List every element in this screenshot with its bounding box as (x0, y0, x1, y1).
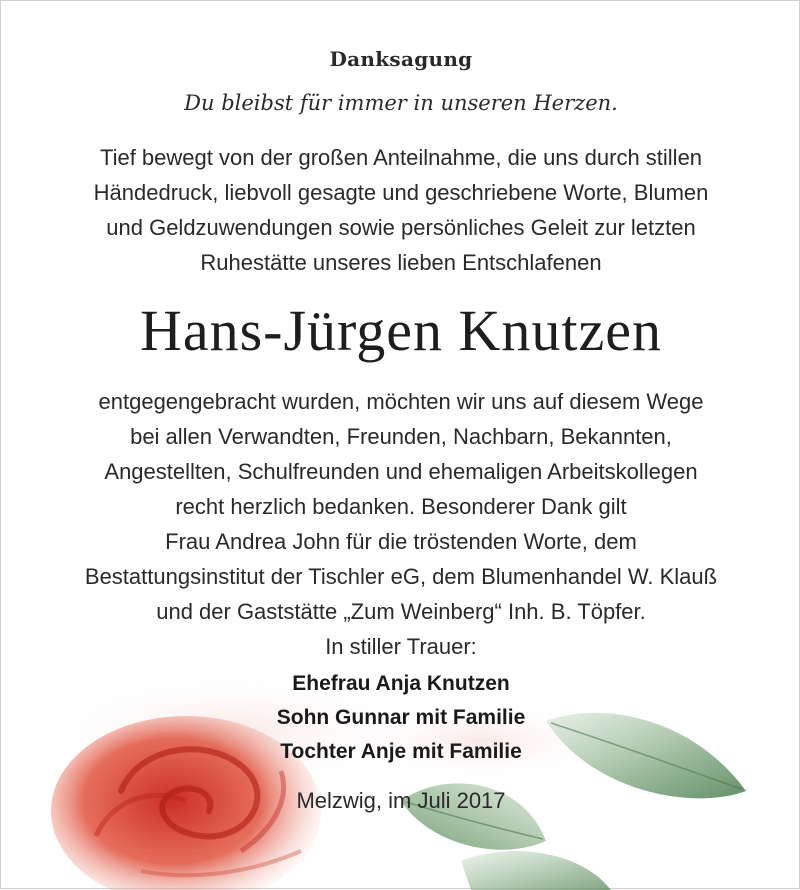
intro-paragraph (1, 140, 800, 280)
intro-line: Ruhestätte unseres lieben Entschlafenen (200, 250, 602, 275)
thanks-line: entgegengebracht wurden, möchten wir uns auf diesem Wege (98, 389, 704, 414)
intro-line: Tief bewegt von der großen Anteilnahme, die uns durch stillen (99, 145, 703, 170)
thanks-line: bei allen Verwandten, Freunden, Nachbarn, Bekannten, (130, 424, 672, 449)
notice-heading: Danksagung (329, 47, 473, 71)
thanks-paragraph (1, 384, 800, 629)
thanks-line: Frau Andrea John für die tröstenden Worte, dem (165, 529, 637, 554)
intro-line: Händedruck, liebvoll gesagte und geschriebene Worte, Blumen (93, 180, 709, 205)
mourner-name: Sohn Gunnar mit Familie (276, 706, 526, 729)
place-date: Melzwig, im Juli 2017 (296, 788, 506, 813)
mourner-name: Tochter Anje mit Familie (280, 740, 522, 763)
thanks-line: recht herzlich bedanken. Besonderer Dank gilt (175, 494, 627, 519)
mourner-name: Ehefrau Anja Knutzen (292, 672, 510, 695)
intro-line: und Geldzuwendungen sowie persönliches Geleit zur letzten (106, 215, 696, 240)
notice-motto: Du bleibst für immer in unseren Herzen. (184, 91, 618, 115)
thanks-line: Bestattungsinstitut der Tischler eG, dem Blumenhandel W. Klauß (84, 564, 718, 589)
mourners-list (1, 667, 800, 769)
thanks-line: und der Gaststätte „Zum Weinberg“ Inh. B. Töpfer. (156, 599, 646, 624)
thanks-line: Angestellten, Schulfreunden und ehemaligen Arbeitskollegen (104, 459, 698, 484)
deceased-name: Hans-Jürgen Knutzen (139, 298, 663, 363)
mourning-label: In stiller Trauer: (325, 634, 477, 659)
